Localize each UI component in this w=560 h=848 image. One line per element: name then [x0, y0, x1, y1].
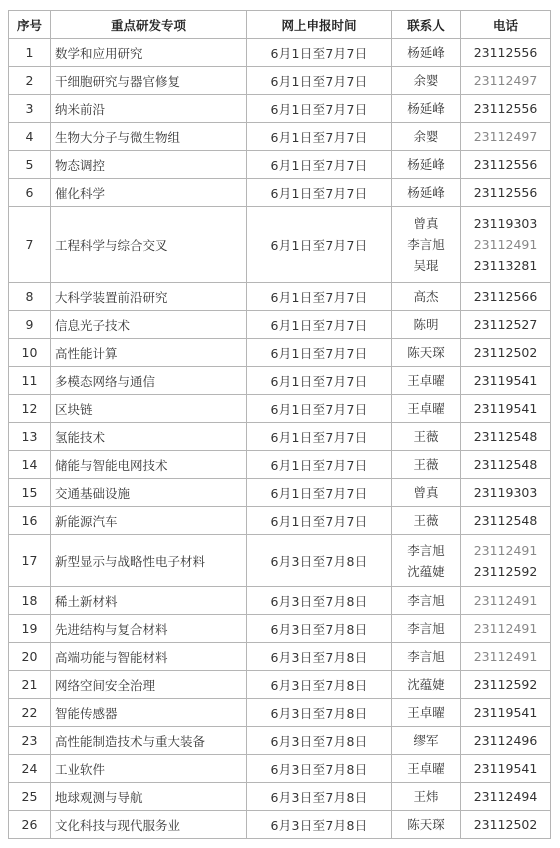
row-number: 24 [9, 755, 51, 783]
submission-period: 6月1日至7月7日 [247, 95, 392, 123]
submission-period: 6月1日至7月7日 [247, 311, 392, 339]
phone-cell [461, 151, 551, 179]
submission-period: 6月1日至7月7日 [247, 423, 392, 451]
project-name: 数学和应用研究 [51, 39, 247, 67]
phone-cell [461, 123, 551, 151]
phone-number: 23112491 [473, 542, 538, 558]
project-name: 纳米前沿 [51, 95, 247, 123]
phone-cell [461, 39, 551, 67]
row-number: 5 [9, 151, 51, 179]
phone-number: 23112592 [473, 677, 538, 692]
phone-number: 23112497 [473, 73, 538, 88]
table-row [9, 67, 551, 95]
contact-name: 王卓曜 [407, 373, 445, 388]
table-row [9, 671, 551, 699]
contact-cell [392, 755, 461, 783]
project-name: 新能源汽车 [51, 507, 247, 535]
table-body [9, 39, 551, 839]
phone-number: 23119541 [473, 705, 538, 720]
header-time: 网上申报时间 [247, 11, 392, 39]
submission-period: 6月3日至7月8日 [247, 727, 392, 755]
project-name: 交通基础设施 [51, 479, 247, 507]
header-project: 重点研发专项 [51, 11, 247, 39]
contact-cell [392, 587, 461, 615]
phone-number: 23112497 [473, 129, 538, 144]
contact-cell [392, 699, 461, 727]
row-number: 21 [9, 671, 51, 699]
phone-number: 23113281 [473, 258, 538, 273]
table-row [9, 783, 551, 811]
contact-cell [392, 671, 461, 699]
project-name: 先进结构与复合材料 [51, 615, 247, 643]
submission-period: 6月1日至7月7日 [247, 179, 392, 207]
submission-period: 6月1日至7月7日 [247, 283, 392, 311]
row-number: 6 [9, 179, 51, 207]
submission-period: 6月3日至7月8日 [247, 615, 392, 643]
contact-name: 李言旭 [407, 542, 445, 558]
row-number: 8 [9, 283, 51, 311]
row-number: 9 [9, 311, 51, 339]
phone-number: 23119541 [473, 373, 538, 388]
projects-table [8, 10, 551, 839]
contact-name: 缪军 [413, 733, 439, 748]
submission-period: 6月1日至7月7日 [247, 395, 392, 423]
phone-number: 23119303 [473, 216, 538, 231]
table-row [9, 535, 551, 587]
contact-name: 余婴 [413, 73, 439, 88]
submission-period: 6月1日至7月7日 [247, 39, 392, 67]
contact-cell [392, 123, 461, 151]
phone-cell [461, 283, 551, 311]
phone-number: 23112556 [473, 45, 538, 60]
contact-name: 曾真 [413, 485, 439, 500]
phone-cell [461, 587, 551, 615]
phone-number: 23112527 [473, 317, 538, 332]
phone-number: 23112491 [473, 621, 538, 636]
phone-cell [461, 643, 551, 671]
phone-cell [461, 671, 551, 699]
contact-name: 杨延峰 [407, 185, 445, 200]
header-no: 序号 [9, 11, 51, 39]
contact-cell [392, 727, 461, 755]
table-row [9, 123, 551, 151]
contact-name: 曾真 [413, 216, 439, 231]
row-number: 16 [9, 507, 51, 535]
phone-cell [461, 479, 551, 507]
contact-cell [392, 95, 461, 123]
project-name: 储能与智能电网技术 [51, 451, 247, 479]
project-name: 智能传感器 [51, 699, 247, 727]
contact-cell [392, 67, 461, 95]
table-row [9, 395, 551, 423]
table-row [9, 179, 551, 207]
row-number: 22 [9, 699, 51, 727]
project-name: 工程科学与综合交叉 [51, 207, 247, 283]
project-name: 催化科学 [51, 179, 247, 207]
phone-number: 23112556 [473, 185, 538, 200]
row-number: 20 [9, 643, 51, 671]
contact-name: 陈天琛 [407, 817, 445, 832]
contact-name: 陈明 [413, 317, 439, 332]
contact-name: 李言旭 [407, 593, 445, 608]
project-name: 高性能计算 [51, 339, 247, 367]
contact-name: 沈蕴婕 [407, 563, 445, 579]
submission-period: 6月3日至7月8日 [247, 671, 392, 699]
submission-period: 6月1日至7月7日 [247, 151, 392, 179]
project-name: 物态调控 [51, 151, 247, 179]
phone-number: 23112556 [473, 157, 538, 172]
row-number: 25 [9, 783, 51, 811]
phone-number: 23112491 [473, 593, 538, 608]
project-name: 干细胞研究与器官修复 [51, 67, 247, 95]
submission-period: 6月1日至7月7日 [247, 207, 392, 283]
contact-cell [392, 151, 461, 179]
phone-cell [461, 507, 551, 535]
contact-cell [392, 395, 461, 423]
table-row [9, 699, 551, 727]
table-row [9, 39, 551, 67]
table-row [9, 339, 551, 367]
submission-period: 6月3日至7月8日 [247, 755, 392, 783]
phone-number: 23119541 [473, 761, 538, 776]
phone-number: 23112496 [473, 733, 538, 748]
phone-number: 23112548 [473, 457, 538, 472]
phone-number: 23112566 [473, 289, 538, 304]
contact-name: 王炜 [413, 789, 439, 804]
row-number: 17 [9, 535, 51, 587]
contact-cell [392, 811, 461, 839]
submission-period: 6月1日至7月7日 [247, 123, 392, 151]
project-name: 生物大分子与微生物组 [51, 123, 247, 151]
submission-period: 6月3日至7月8日 [247, 699, 392, 727]
contact-name: 王卓曜 [407, 705, 445, 720]
contact-name: 杨延峰 [407, 101, 445, 116]
contact-cell [392, 507, 461, 535]
contact-name: 王薇 [413, 429, 439, 444]
project-name: 稀土新材料 [51, 587, 247, 615]
contact-name: 陈天琛 [407, 345, 445, 360]
row-number: 15 [9, 479, 51, 507]
contact-name: 余婴 [413, 129, 439, 144]
table-header [9, 11, 551, 39]
row-number: 10 [9, 339, 51, 367]
phone-number: 23119541 [473, 401, 538, 416]
submission-period: 6月1日至7月7日 [247, 367, 392, 395]
contact-cell [392, 783, 461, 811]
table-row [9, 615, 551, 643]
submission-period: 6月3日至7月8日 [247, 643, 392, 671]
project-name: 文化科技与现代服务业 [51, 811, 247, 839]
project-name: 新型显示与战略性电子材料 [51, 535, 247, 587]
table-row [9, 207, 551, 283]
row-number: 23 [9, 727, 51, 755]
row-number: 3 [9, 95, 51, 123]
table-row [9, 643, 551, 671]
table-row [9, 755, 551, 783]
row-number: 1 [9, 39, 51, 67]
contact-cell [392, 479, 461, 507]
phone-cell [461, 311, 551, 339]
table-row [9, 283, 551, 311]
contact-name: 王卓曜 [407, 761, 445, 776]
contact-cell [392, 451, 461, 479]
contact-name: 王薇 [413, 457, 439, 472]
table-row [9, 727, 551, 755]
table-row [9, 311, 551, 339]
row-number: 12 [9, 395, 51, 423]
table-row [9, 367, 551, 395]
submission-period: 6月3日至7月8日 [247, 535, 392, 587]
phone-number: 23112592 [473, 563, 538, 579]
table-row [9, 507, 551, 535]
row-number: 26 [9, 811, 51, 839]
submission-period: 6月3日至7月8日 [247, 783, 392, 811]
table-row [9, 451, 551, 479]
table-row [9, 151, 551, 179]
submission-period: 6月1日至7月7日 [247, 479, 392, 507]
phone-cell [461, 395, 551, 423]
phone-cell [461, 615, 551, 643]
contact-cell [392, 207, 461, 283]
contact-cell [392, 423, 461, 451]
contact-cell [392, 643, 461, 671]
phone-cell [461, 811, 551, 839]
contact-cell [392, 615, 461, 643]
phone-number: 23112556 [473, 101, 538, 116]
header-phone: 电话 [461, 11, 551, 39]
phone-number: 23112548 [473, 513, 538, 528]
phone-number: 23112494 [473, 789, 538, 804]
phone-cell [461, 179, 551, 207]
phone-cell [461, 423, 551, 451]
contact-name: 杨延峰 [407, 157, 445, 172]
table-container [8, 10, 551, 839]
project-name: 多模态网络与通信 [51, 367, 247, 395]
contact-cell [392, 311, 461, 339]
row-number: 18 [9, 587, 51, 615]
contact-name: 李言旭 [407, 237, 445, 252]
row-number: 14 [9, 451, 51, 479]
phone-cell [461, 755, 551, 783]
submission-period: 6月3日至7月8日 [247, 587, 392, 615]
header-contact: 联系人 [392, 11, 461, 39]
contact-cell [392, 39, 461, 67]
phone-cell [461, 207, 551, 283]
phone-number: 23112502 [473, 817, 538, 832]
project-name: 区块链 [51, 395, 247, 423]
project-name: 大科学装置前沿研究 [51, 283, 247, 311]
project-name: 信息光子技术 [51, 311, 247, 339]
contact-cell [392, 367, 461, 395]
project-name: 高端功能与智能材料 [51, 643, 247, 671]
phone-cell [461, 699, 551, 727]
phone-number: 23119303 [473, 485, 538, 500]
phone-cell [461, 95, 551, 123]
row-number: 7 [9, 207, 51, 283]
phone-number: 23112548 [473, 429, 538, 444]
phone-cell [461, 67, 551, 95]
table-row [9, 479, 551, 507]
row-number: 13 [9, 423, 51, 451]
row-number: 4 [9, 123, 51, 151]
row-number: 11 [9, 367, 51, 395]
contact-cell [392, 535, 461, 587]
contact-name: 王卓曜 [407, 401, 445, 416]
phone-cell [461, 339, 551, 367]
contact-name: 高杰 [413, 289, 439, 304]
contact-cell [392, 283, 461, 311]
contact-name: 李言旭 [407, 649, 445, 664]
phone-number: 23112502 [473, 345, 538, 360]
contact-name: 沈蕴婕 [407, 677, 445, 692]
table-row [9, 811, 551, 839]
contact-name: 吴琨 [413, 258, 439, 273]
phone-cell [461, 535, 551, 587]
submission-period: 6月1日至7月7日 [247, 451, 392, 479]
project-name: 氢能技术 [51, 423, 247, 451]
submission-period: 6月1日至7月7日 [247, 67, 392, 95]
table-row [9, 95, 551, 123]
phone-cell [461, 451, 551, 479]
project-name: 高性能制造技术与重大装备 [51, 727, 247, 755]
phone-cell [461, 783, 551, 811]
contact-name: 王薇 [413, 513, 439, 528]
contact-name: 杨延峰 [407, 45, 445, 60]
contact-cell [392, 179, 461, 207]
submission-period: 6月1日至7月7日 [247, 507, 392, 535]
phone-cell [461, 367, 551, 395]
submission-period: 6月1日至7月7日 [247, 339, 392, 367]
contact-cell [392, 339, 461, 367]
table-row [9, 423, 551, 451]
phone-number: 23112491 [473, 649, 538, 664]
project-name: 网络空间安全治理 [51, 671, 247, 699]
row-number: 2 [9, 67, 51, 95]
row-number: 19 [9, 615, 51, 643]
phone-number: 23112491 [473, 237, 538, 252]
phone-cell [461, 727, 551, 755]
project-name: 工业软件 [51, 755, 247, 783]
contact-name: 李言旭 [407, 621, 445, 636]
header-row [9, 11, 551, 39]
submission-period: 6月3日至7月8日 [247, 811, 392, 839]
project-name: 地球观测与导航 [51, 783, 247, 811]
table-row [9, 587, 551, 615]
